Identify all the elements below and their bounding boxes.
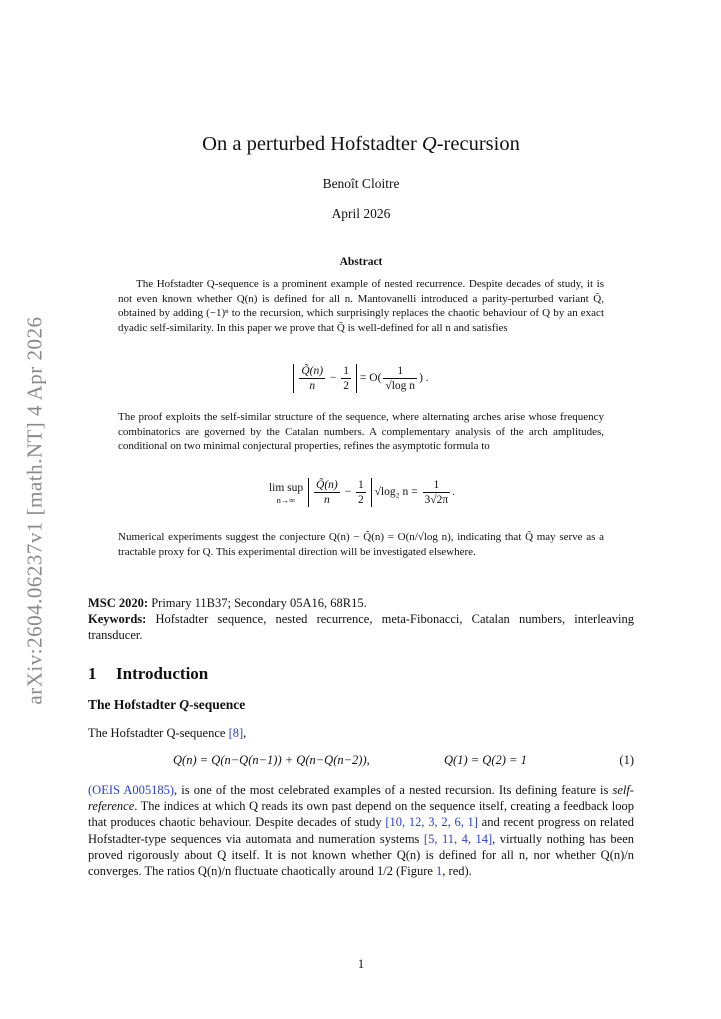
date: April 2026 (331, 206, 391, 221)
abstract-equation-2: lim sup n→∞ $\frac{Q̃(n)}{n}$ − $\frac{1}{2}$ √log₂ n = $\frac{1}{3√2\pi}$ . (268, 479, 456, 506)
arxiv-identifier: arXiv:2604.06237v1 [math.NT] 4 Apr 2026 (22, 315, 47, 705)
abs-bars: $\frac{Q̃(n)}{n}$ − $\frac{1}{2}$ (293, 364, 357, 393)
intro-lead: The Hofstadter Q-sequence [8], (88, 726, 247, 740)
abstract-paragraph-2: The proof exploits the self-similar structure of the sequence, where alternating arches arise whose frequency combinatorics are governed by the Catalan numbers. A complementary analysis of the arch amplitudes, conditional on two minimal conjectural properties, refines the asymptotic formula to (118, 411, 604, 452)
page-number: 1 (357, 957, 365, 971)
figure-link[interactable]: 1 (436, 864, 443, 879)
abstract-paragraph-3: Numerical experiments suggest the conjecture Q(n) − Q̃(n) = O(n/√log n), indicating that Q̃ may serve as a tractable proxy for Q. This experimental direction will be investigated elsewhere. (118, 531, 604, 558)
oeis-link[interactable]: (OEIS A005185) (88, 783, 175, 797)
citation-link[interactable]: [10, 12, 3, 2, 6, 1] (385, 815, 478, 830)
citation-link[interactable]: [8] (228, 726, 244, 740)
limsup: lim sup n→∞ (268, 481, 304, 505)
section-heading: 1 Introduction (88, 664, 209, 683)
abstract-equation-1: $\frac{Q̃(n)}{n}$ − $\frac{1}{2}$ = O( $\frac{1}{\text{√log n}}$ ) . (118, 364, 604, 393)
arxiv-sidebar (10, 290, 60, 730)
equation-number: (1) (619, 753, 634, 767)
author: Benoît Cloitre (322, 176, 400, 191)
msc-line: MSC 2020: Primary 11B37; Secondary 05A16, 68R15. Keywords: Hofstadter sequence, nested recurrence, meta-Fibonacci, Catalan numbers, interleaving transducer. (88, 596, 634, 643)
intro-paragraph: (OEIS A005185), is one of the most celebrated examples of a nested recursion. Its defining feature is self-reference. The indices at which Q reads its own past depend on the sequence itself, creating a feedback loop that produces chaotic behaviour. Despite decades of study [10, 12, 3, 2, 6, 1] and recent progress on related Hofstadter-type sequences via automata and numeration systems [5, 11, 4, 14], virtually nothing has been proved rigorously about Q itself. It is not known whether Q(n) is defined for all n, nor whether Q(n)/n converges. The ratios Q(n)/n fluctuate chaotically around 1/2 (Figure 1, red). (88, 783, 634, 879)
abstract-heading: Abstract (339, 256, 383, 268)
subsection-heading: The Hofstadter Q-sequence (88, 697, 246, 712)
abstract-paragraph-1: The Hofstadter Q-sequence is a prominent example of nested recurrence. Despite decades of study, it is not even known whether Q(n) is defined for all n. Mantovanelli introduced a parity-perturbed variant Q̃, obtained by adding (−1)ⁿ to the recursion, which surprisingly replaces the chaotic behaviour of Q by an exact dyadic self-similarity. In this paper we prove that Q̃ is well-defined for all n and satisfies (118, 278, 604, 334)
citation-link[interactable]: [5, 11, 4, 14] (423, 831, 493, 846)
paper-title: On a perturbed Hofstadter Q-recursion (202, 133, 520, 155)
